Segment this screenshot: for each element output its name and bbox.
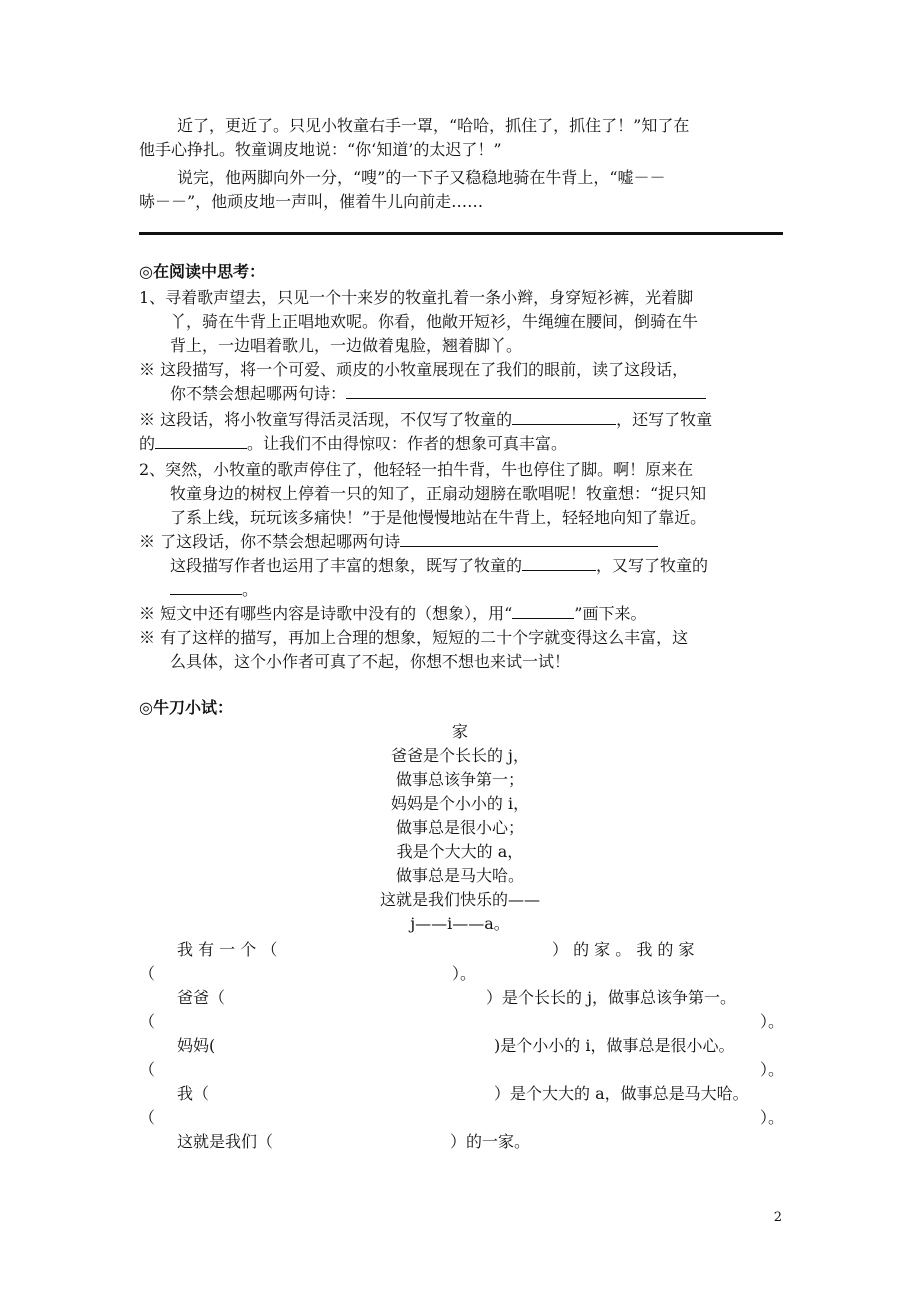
answer-blank[interactable] (522, 554, 596, 571)
note-3-line-2: 这段描写作者也运用了丰富的想象，既写了牧童的 ，又写了牧童的 (170, 556, 709, 575)
answer-blank[interactable] (346, 382, 706, 399)
page-number: 2 (773, 1210, 782, 1225)
note-2-line-2: 的 。让我们不由得惊叹：作者的想象可真丰富。 (139, 434, 568, 453)
fill-5-end: ）的一家。 (450, 1132, 531, 1151)
poem-line: 做事总是很小心； (395, 818, 524, 837)
question-1-line-3: 背上，一边唱着歌儿，一边做着鬼脸，翘着脚丫。 (170, 336, 523, 355)
fill-1-open: （ (139, 964, 156, 983)
question-1-line-1: 1、寻着歌声望去，只见一个十来岁的牧童扎着一条小辫，身穿短衫裤，光着脚 (139, 288, 694, 307)
poem-line: j——i——a。 (410, 914, 510, 933)
fill-4-close: ）。 (760, 1108, 785, 1127)
underline-sample (512, 602, 574, 619)
fill-1-end: ） 的 家 。 我 的 家 (552, 940, 695, 959)
note-3-line-1: ※ 了这段话，你不禁会想起哪两句诗 (139, 530, 658, 554)
question-1-line-2: 丫，骑在牛背上正唱地欢呢。你看，他敞开短衫，牛绳缠在腰间，倒骑在牛 (170, 312, 699, 331)
section-heading-reading: ◎在阅读中思考： (139, 262, 265, 281)
poem-title: 家 (451, 722, 468, 741)
answer-blank[interactable] (512, 408, 616, 425)
note-5-line-1: ※ 有了这样的描写，再加上合理的想象，短短的二十个字就变得这么丰富，这 (139, 628, 689, 647)
fill-3-open: （ (139, 1060, 156, 1079)
poem-line: 做事总是马大哈。 (395, 866, 524, 885)
answer-blank[interactable] (170, 578, 242, 595)
poem-line: 这就是我们快乐的—— (379, 890, 540, 909)
fill-3-close: ）。 (760, 1060, 785, 1079)
poem-line: 爸爸是个长长的 j， (390, 746, 530, 765)
note-3-line-3: 。 (170, 578, 258, 602)
note-5-line-2: 么具体，这个小作者可真了不起，你想不想也来试一试！ (170, 652, 571, 671)
fill-1-start: 我 有 一 个 （ (177, 940, 278, 959)
story-line-1: 近了，更近了。只见小牧童右手一罩，“哈哈，抓住了，抓住了！”知了在 (177, 116, 690, 135)
question-2-line-2: 牧童身边的树杈上停着一只的知了，正扇动翅膀在歌唱呢！牧童想：“捉只知 (170, 484, 707, 503)
poem-line: 我是个大大的 a， (396, 842, 524, 861)
fill-2-end: ）是个长长的 j，做事总该争第一。 (486, 988, 737, 1007)
fill-2-close: ）。 (760, 1012, 785, 1031)
story-line-3: 说完，他两脚向外一分，“嗖”的一下子又稳稳地骑在牛背上，“嘘－－ (177, 168, 666, 187)
note-4: ※ 短文中还有哪些内容是诗歌中没有的（想象），用“ ”画下来。 (139, 604, 647, 623)
section-divider (139, 232, 783, 235)
fill-2-open: （ (139, 1012, 156, 1031)
answer-blank[interactable] (155, 432, 247, 449)
question-2-line-1: 2、突然，小牧童的歌声停住了，他轻轻一拍牛背，牛也停住了脚。啊！原来在 (139, 460, 694, 479)
fill-3-end: )是个小小的 i，做事总是很小心。 (494, 1036, 735, 1055)
fill-5-start: 这就是我们（ (177, 1132, 274, 1151)
fill-1-close: ）。 (452, 964, 477, 983)
fill-2-start: 爸爸（ (177, 988, 226, 1007)
fill-4-end: ）是个大大的 a，做事总是马大哈。 (494, 1084, 749, 1103)
note-2-line-1: ※ 这段话，将小牧童写得活灵活现，不仅写了牧童的 ，还写了牧童 (139, 410, 713, 429)
poem-line: 妈妈是个小小的 i， (390, 794, 530, 813)
fill-4-start: 我（ (177, 1084, 210, 1103)
fill-3-start: 妈妈( (177, 1036, 216, 1055)
question-2-line-3: 了系上线，玩玩该多痛快！”于是他慢慢地站在牛背上，轻轻地向知了靠近。 (170, 508, 707, 527)
story-line-2: 他手心挣扎。牧童调皮地说：“你‘知道’的太迟了！” (139, 140, 502, 159)
fill-4-open: （ (139, 1108, 156, 1127)
section-heading-practice: ◎牛刀小试： (139, 698, 233, 717)
note-1-line-2: 你不禁会想起哪两句诗： (170, 382, 706, 406)
poem-line: 做事总该争第一； (395, 770, 524, 789)
answer-blank[interactable] (400, 530, 658, 547)
note-1-line-1: ※ 这段描写，将一个可爱、顽皮的小牧童展现在了我们的眼前，读了这段话， (139, 360, 689, 379)
story-line-4: 哧－－”，他顽皮地一声叫，催着牛儿向前走…… (139, 192, 484, 211)
